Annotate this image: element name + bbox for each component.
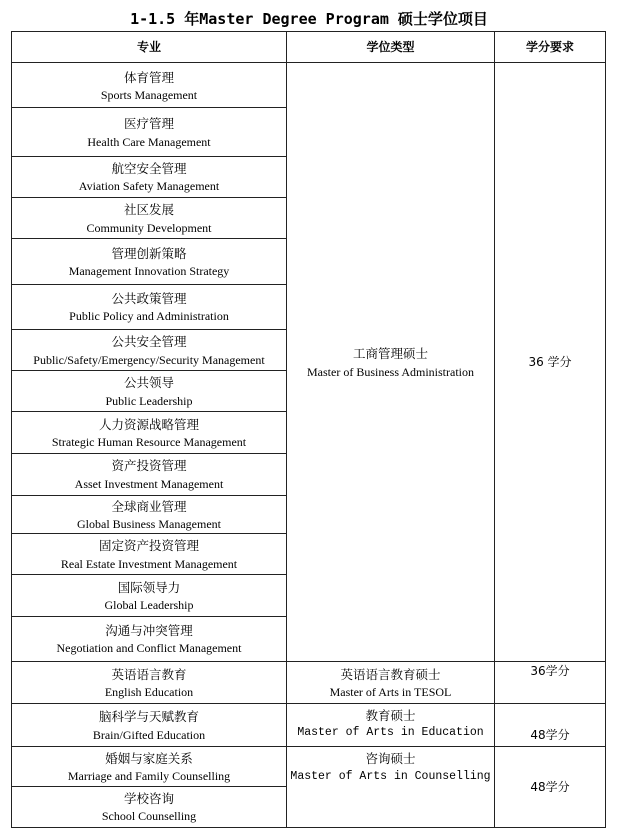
major-zh: 航空安全管理 — [111, 161, 187, 177]
major-zh: 体育管理 — [123, 69, 174, 85]
major-zh: 公共领导 — [123, 375, 174, 391]
major-cell — [12, 329, 287, 370]
major-cell — [12, 747, 287, 786]
education-degree-cell — [287, 704, 495, 747]
major-zh: 婚姻与家庭关系 — [105, 750, 193, 766]
degree-en: Master of Arts in Education — [297, 726, 484, 740]
major-cell — [12, 453, 287, 495]
major-en: Asset Investment Management — [74, 476, 224, 491]
tesol-credits-cell: 36学分 — [495, 661, 606, 703]
table-row — [12, 661, 606, 703]
major-en: Aviation Safety Management — [78, 179, 220, 194]
major-cell — [12, 239, 287, 284]
major-zh: 沟通与冲突管理 — [105, 622, 193, 638]
major-cell — [12, 661, 287, 703]
major-cell — [12, 198, 287, 239]
major-zh: 管理创新策略 — [111, 245, 187, 261]
major-en: School Counselling — [101, 809, 197, 824]
major-en: Marriage and Family Counselling — [67, 769, 231, 784]
major-zh: 固定资产投资管理 — [98, 538, 199, 554]
mba-credits-cell: 36 学分 — [495, 63, 606, 662]
degree-zh: 咨询硕士 — [365, 751, 416, 767]
major-zh: 英语语言教育 — [111, 666, 187, 682]
degree-zh: 英语语言教育硕士 — [340, 666, 441, 682]
tesol-degree-cell — [287, 661, 495, 703]
degree-en: Master of Business Administration — [307, 364, 474, 379]
header-credits: 学分要求 — [495, 32, 606, 63]
major-en: Global Leadership — [104, 598, 194, 613]
major-cell — [12, 575, 287, 616]
major-cell — [12, 371, 287, 412]
major-zh: 公共安全管理 — [111, 334, 187, 350]
major-cell — [12, 704, 287, 747]
header-degree-type: 学位类型 — [287, 32, 495, 63]
counselling-degree-cell — [287, 747, 495, 828]
major-zh: 学校咨询 — [123, 791, 174, 807]
major-en: Public Leadership — [105, 393, 193, 408]
major-cell — [12, 616, 287, 661]
major-cell — [12, 63, 287, 108]
major-en: Public/Safety/Emergency/Security Management — [33, 352, 265, 367]
education-credits-cell: 48学分 — [495, 704, 606, 747]
major-cell — [12, 108, 287, 156]
major-cell — [12, 156, 287, 197]
degree-zh: 教育硕士 — [365, 708, 416, 724]
major-en: Sports Management — [100, 87, 198, 102]
table-row — [12, 63, 606, 108]
major-en: Real Estate Investment Management — [60, 556, 238, 571]
table-row — [12, 747, 606, 786]
major-en: Community Development — [86, 220, 212, 235]
major-en: Strategic Human Resource Management — [51, 435, 247, 450]
major-zh: 社区发展 — [123, 202, 174, 218]
counselling-credits-cell: 48学分 — [495, 747, 606, 828]
major-zh: 公共政策管理 — [111, 290, 187, 306]
major-en: Brain/Gifted Education — [92, 727, 206, 742]
major-cell — [12, 534, 287, 575]
mba-degree-cell — [287, 63, 495, 662]
major-cell — [12, 412, 287, 453]
major-cell — [12, 495, 287, 533]
header-major: 专业 — [12, 32, 287, 63]
major-en: Global Business Management — [77, 517, 221, 532]
major-cell — [12, 786, 287, 827]
major-cell — [12, 284, 287, 329]
degree-en: Master of Arts in Counselling — [290, 769, 491, 783]
page-title: 1-1.5 年Master Degree Program 硕士学位项目 — [130, 10, 488, 28]
major-zh: 脑科学与天赋教育 — [98, 709, 199, 725]
table-row — [12, 704, 606, 747]
major-en: English Education — [104, 685, 194, 700]
header-row — [12, 32, 606, 63]
degree-program-table — [11, 31, 606, 828]
major-zh: 全球商业管理 — [111, 498, 187, 514]
major-zh: 医疗管理 — [123, 116, 174, 132]
degree-en: Master of Arts in TESOL — [329, 685, 452, 700]
major-zh: 资产投资管理 — [111, 458, 187, 474]
major-en: Public Policy and Administration — [69, 309, 229, 324]
major-zh: 人力资源战略管理 — [98, 416, 199, 432]
major-en: Health Care Management — [87, 134, 211, 149]
major-zh: 国际领导力 — [117, 579, 181, 595]
major-en: Negotiation and Conflict Management — [56, 641, 242, 656]
degree-zh: 工商管理硕士 — [352, 346, 428, 362]
major-en: Management Innovation Strategy — [68, 264, 230, 278]
